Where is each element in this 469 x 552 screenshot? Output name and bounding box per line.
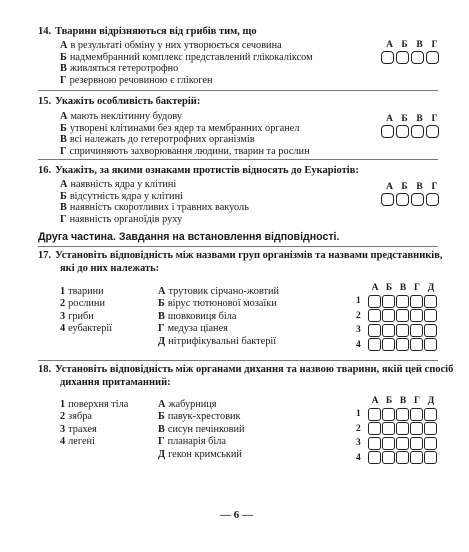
answer-cell[interactable] — [368, 324, 381, 337]
answer-cell[interactable] — [396, 309, 409, 322]
q16-option-b[interactable]: Б відсутність ядра у клітині — [60, 190, 183, 202]
match-right-item: Г планарія біла — [158, 436, 226, 448]
match-left-item: 4 еубактерії — [60, 323, 113, 335]
row-label: 2 — [356, 310, 361, 321]
match-left-item: 1 тварини — [60, 286, 104, 297]
q14-option-d[interactable]: Г резервною речовиною є глікоген — [60, 74, 213, 86]
match-right-item: В шовковиця біла — [158, 310, 237, 322]
col-label: Г — [431, 182, 438, 192]
q15-title: 15. Укажіть особливість бактерій: — [38, 96, 201, 107]
answer-cell[interactable] — [410, 295, 423, 308]
grid-row — [356, 436, 438, 451]
q15-option-c[interactable]: В всі належать до гетеротрофних організмів — [60, 134, 255, 146]
answer-cell[interactable] — [410, 422, 423, 435]
answer-cell[interactable] — [424, 338, 437, 351]
answer-cell[interactable] — [424, 437, 437, 450]
answer-cell[interactable] — [424, 451, 437, 464]
answer-cell[interactable] — [396, 295, 409, 308]
grid-row — [356, 338, 438, 353]
match-right-item: Б павук-хрестовик — [158, 411, 241, 423]
divider — [38, 360, 438, 361]
match-right-item: Г медуза ціанея — [158, 323, 228, 335]
q16-options — [60, 179, 249, 225]
q18-answer-grid — [356, 396, 438, 465]
match-left-item: 3 трахея — [60, 423, 97, 435]
divider — [38, 246, 438, 247]
match-right-item: А жабурниця — [158, 399, 217, 410]
grid-row — [356, 451, 438, 466]
row-label: 4 — [356, 339, 361, 350]
col-label: Г — [431, 40, 438, 50]
answer-cell[interactable] — [424, 408, 437, 421]
row-label: 4 — [356, 452, 361, 463]
q14-option-c[interactable]: В живляться гетеротрофно — [60, 63, 179, 75]
grid-row — [356, 294, 438, 309]
answer-box-c[interactable] — [411, 51, 424, 64]
match-left-item: 2 зябра — [60, 411, 92, 423]
col-label: В — [399, 396, 407, 406]
answer-cell[interactable] — [396, 451, 409, 464]
match-left-item: 4 легені — [60, 436, 95, 448]
col-label: Д — [427, 283, 435, 293]
row-label: 2 — [356, 423, 361, 434]
q17-answer-grid — [356, 283, 438, 352]
answer-box-c[interactable] — [411, 125, 424, 138]
q17-title: 17. Установіть відповідність між назвами груп організмів та назвами представників, — [38, 250, 443, 261]
answer-cell[interactable] — [410, 309, 423, 322]
q14-option-a[interactable]: А в результаті обміну у них утворюється сечовина — [60, 40, 282, 51]
q14-answer-grid — [381, 40, 442, 64]
grid-row — [356, 407, 438, 422]
match-right-item: В сисун печінковий — [158, 423, 245, 435]
q17-left-column — [60, 286, 112, 336]
answer-cell[interactable] — [382, 309, 395, 322]
answer-cell[interactable] — [396, 324, 409, 337]
answer-cell[interactable] — [382, 295, 395, 308]
row-label: 3 — [356, 438, 361, 449]
col-label: Б — [401, 182, 408, 192]
answer-box-a[interactable] — [381, 51, 394, 64]
match-right-item: Д гекон кримський — [158, 448, 242, 460]
q18-left-column — [60, 399, 128, 449]
row-label: 3 — [356, 325, 361, 336]
q15-options — [60, 111, 310, 157]
q16-answer-grid — [381, 182, 442, 206]
col-label: В — [399, 283, 407, 293]
answer-cell[interactable] — [424, 309, 437, 322]
q16-title: 16. Укажіть, за якими ознаками протистів відносять до Еукаріотів: — [38, 165, 359, 176]
q17-title-line2: які до них належать: — [60, 263, 160, 274]
answer-cell[interactable] — [396, 422, 409, 435]
answer-cell[interactable] — [396, 338, 409, 351]
answer-box-b[interactable] — [396, 51, 409, 64]
col-label: В — [416, 40, 423, 50]
answer-cell[interactable] — [368, 408, 381, 421]
answer-cell[interactable] — [368, 422, 381, 435]
col-label: Б — [385, 396, 393, 406]
col-label: Б — [401, 114, 408, 124]
answer-cell[interactable] — [368, 295, 381, 308]
row-label: 1 — [356, 409, 361, 420]
col-label: В — [416, 114, 423, 124]
answer-box-d[interactable] — [426, 51, 439, 64]
col-label: А — [371, 283, 379, 293]
divider — [38, 159, 438, 160]
col-label: Г — [413, 396, 421, 406]
answer-cell[interactable] — [382, 422, 395, 435]
page-number: — 6 — — [220, 509, 253, 521]
row-label: 1 — [356, 296, 361, 307]
grid-row — [356, 422, 438, 437]
answer-cell[interactable] — [382, 437, 395, 450]
q14-title: 14. Тварини відрізняються від грибів тим, що — [38, 26, 257, 37]
col-label: А — [386, 40, 393, 50]
answer-cell[interactable] — [424, 295, 437, 308]
match-right-item: А трутовик сірчано-жовтий — [158, 286, 279, 297]
answer-cell[interactable] — [382, 408, 395, 421]
q16-option-c[interactable]: В наявність скоротливих і травних вакуоль — [60, 202, 249, 214]
col-label: Б — [401, 40, 408, 50]
q18-title: 18. Установіть відповідність між органами дихання та назвою тварини, якій цей спосіб — [38, 364, 454, 375]
answer-cell[interactable] — [424, 422, 437, 435]
answer-box-a[interactable] — [381, 193, 394, 206]
answer-box-c[interactable] — [411, 193, 424, 206]
col-label: Д — [427, 396, 435, 406]
answer-cell[interactable] — [396, 408, 409, 421]
q15-option-d[interactable]: Г спричиняють захворювання людини, тварин та рослин — [60, 145, 310, 157]
answer-cell[interactable] — [424, 324, 437, 337]
match-left-item: 1 поверхня тіла — [60, 399, 129, 410]
answer-box-d[interactable] — [426, 193, 439, 206]
q15-option-a[interactable]: А мають неклітинну будову — [60, 111, 183, 122]
q16-option-d[interactable]: Г наявність органоїдів руху — [60, 213, 183, 225]
answer-box-a[interactable] — [381, 125, 394, 138]
answer-cell[interactable] — [410, 437, 423, 450]
match-left-item: 3 гриби — [60, 310, 94, 322]
col-label: Г — [431, 114, 438, 124]
answer-cell[interactable] — [382, 338, 395, 351]
match-left-item: 2 рослини — [60, 298, 105, 310]
answer-cell[interactable] — [368, 338, 381, 351]
col-label: А — [371, 396, 379, 406]
answer-box-b[interactable] — [396, 193, 409, 206]
answer-box-b[interactable] — [396, 125, 409, 138]
answer-cell[interactable] — [368, 451, 381, 464]
answer-cell[interactable] — [382, 451, 395, 464]
grid-row — [356, 309, 438, 324]
answer-box-d[interactable] — [426, 125, 439, 138]
q18-title-line2: дихання притаманний: — [60, 377, 171, 388]
answer-cell[interactable] — [410, 408, 423, 421]
match-right-item: Д нітрифікувальні бактерії — [158, 335, 277, 347]
divider — [38, 90, 438, 91]
answer-cell[interactable] — [410, 324, 423, 337]
answer-cell[interactable] — [382, 324, 395, 337]
match-right-item: Б вірус тютюнової мозаїки — [158, 298, 277, 310]
q17-right-column — [158, 286, 279, 348]
q15-answer-grid — [381, 114, 442, 138]
q16-option-a[interactable]: А наявність ядра у клітині — [60, 179, 177, 190]
col-label: А — [386, 114, 393, 124]
q18-right-column — [158, 399, 245, 461]
q15-option-b[interactable]: Б утворені клітинами без ядер та мембранних органел — [60, 122, 300, 134]
answer-cell[interactable] — [410, 338, 423, 351]
answer-cell[interactable] — [396, 437, 409, 450]
col-label: Б — [385, 283, 393, 293]
q14-options — [60, 40, 313, 86]
answer-cell[interactable] — [368, 309, 381, 322]
section-heading: Друга частина. Завдання на встановлення відповідності. — [38, 231, 340, 243]
col-label: В — [416, 182, 423, 192]
q14-option-b[interactable]: Б надмембранний комплекс представлений глікокаліксом — [60, 51, 313, 63]
grid-row — [356, 323, 438, 338]
answer-cell[interactable] — [368, 437, 381, 450]
col-label: Г — [413, 283, 421, 293]
col-label: А — [386, 182, 393, 192]
answer-cell[interactable] — [410, 451, 423, 464]
